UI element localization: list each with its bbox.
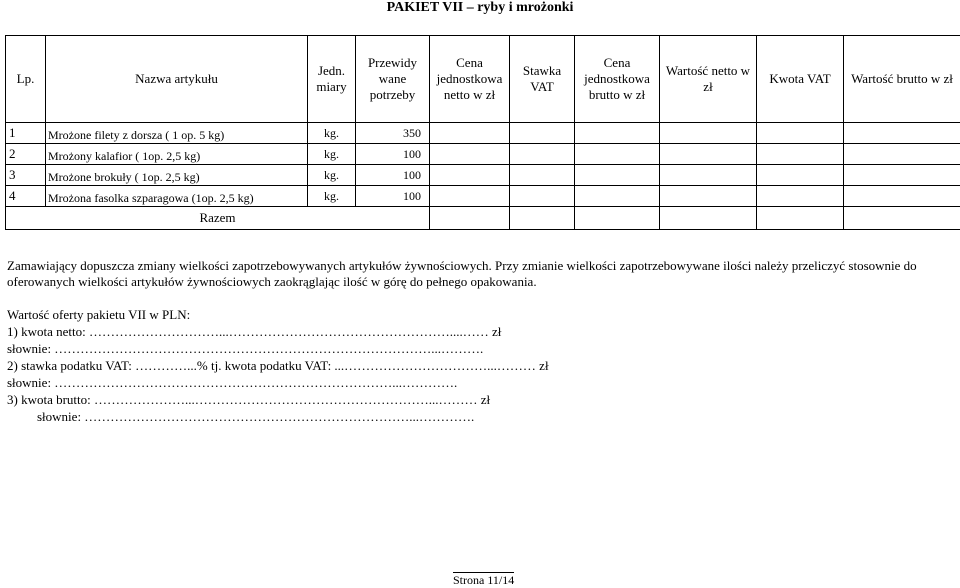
notice-text: Zamawiający dopuszcza zmiany wielkości zapotrzebowywanych artykułów żywnościowych. Przy zmianie wielkości zapotrzebowywane ilości należy przeliczyć stosownie do oferowanych wielkości artykułów żywnościowych zaokrąglając ilość w górę do pełnego opakowania. — [7, 258, 957, 290]
table-row — [6, 186, 960, 207]
row-unit: kg. — [308, 144, 356, 165]
row-name: Mrożona fasolka szparagowa (1op. 2,5 kg) — [46, 191, 307, 206]
offer-gross-line: 3) kwota brutto: …………………...………………………………………………...……… zł — [7, 392, 490, 408]
header-expected: Przewidy wane potrzeby — [356, 36, 430, 123]
row-name: Mrożone filety z dorsza ( 1 op. 5 kg) — [46, 128, 307, 143]
row-unit: kg. — [308, 123, 356, 144]
row-name: Mrożony kalafior ( 1op. 2,5 kg) — [46, 149, 307, 164]
row-lp: 1 — [6, 123, 46, 144]
header-row — [6, 36, 960, 123]
header-unit-net: Cena jednostkowa netto w zł — [430, 36, 510, 123]
offer-gross-words: słownie: …………………………………………………………………...…………. — [37, 409, 474, 425]
razem-label: Razem — [6, 207, 430, 230]
row-qty: 350 — [356, 123, 430, 144]
header-net-value: Wartość netto w zł — [660, 36, 757, 123]
header-gross-value: Wartość brutto w zł — [844, 36, 960, 123]
row-qty: 100 — [356, 165, 430, 186]
row-lp: 4 — [6, 186, 46, 207]
header-lp: Lp. — [6, 36, 46, 123]
offer-net-line: 1) kwota netto: …………………………...……………………………………………....…… zł — [7, 324, 501, 340]
table-row — [6, 123, 960, 144]
total-row — [6, 207, 960, 230]
row-qty: 100 — [356, 144, 430, 165]
offer-heading: Wartość oferty pakietu VII w PLN: — [7, 307, 190, 323]
header-unit-gross: Cena jednostkowa brutto w zł — [575, 36, 660, 123]
table-row — [6, 144, 960, 165]
row-lp: 3 — [6, 165, 46, 186]
page-number: Strona 11/14 — [453, 572, 514, 588]
header-vat-amount: Kwota VAT — [757, 36, 844, 123]
row-name: Mrożone brokuły ( 1op. 2,5 kg) — [46, 170, 307, 185]
row-qty: 100 — [356, 186, 430, 207]
offer-net-words: słownie: ……………………………………………………………………………...………. — [7, 341, 483, 357]
row-unit: kg. — [308, 165, 356, 186]
row-unit: kg. — [308, 186, 356, 207]
header-unit: Jedn. miary — [308, 36, 356, 123]
header-vat-rate: Stawka VAT — [510, 36, 575, 123]
items-table — [5, 35, 960, 230]
row-lp: 2 — [6, 144, 46, 165]
header-name: Nazwa artykułu — [46, 36, 308, 123]
page-title: PAKIET VII – ryby i mrożonki — [0, 0, 960, 16]
offer-vat-words: słownie: ……………………………………………………………………...…………. — [7, 375, 457, 391]
table-row — [6, 165, 960, 186]
offer-vat-line: 2) stawka podatku VAT: …………...% tj. kwota podatku VAT: ...……………………………...……… zł — [7, 358, 549, 374]
